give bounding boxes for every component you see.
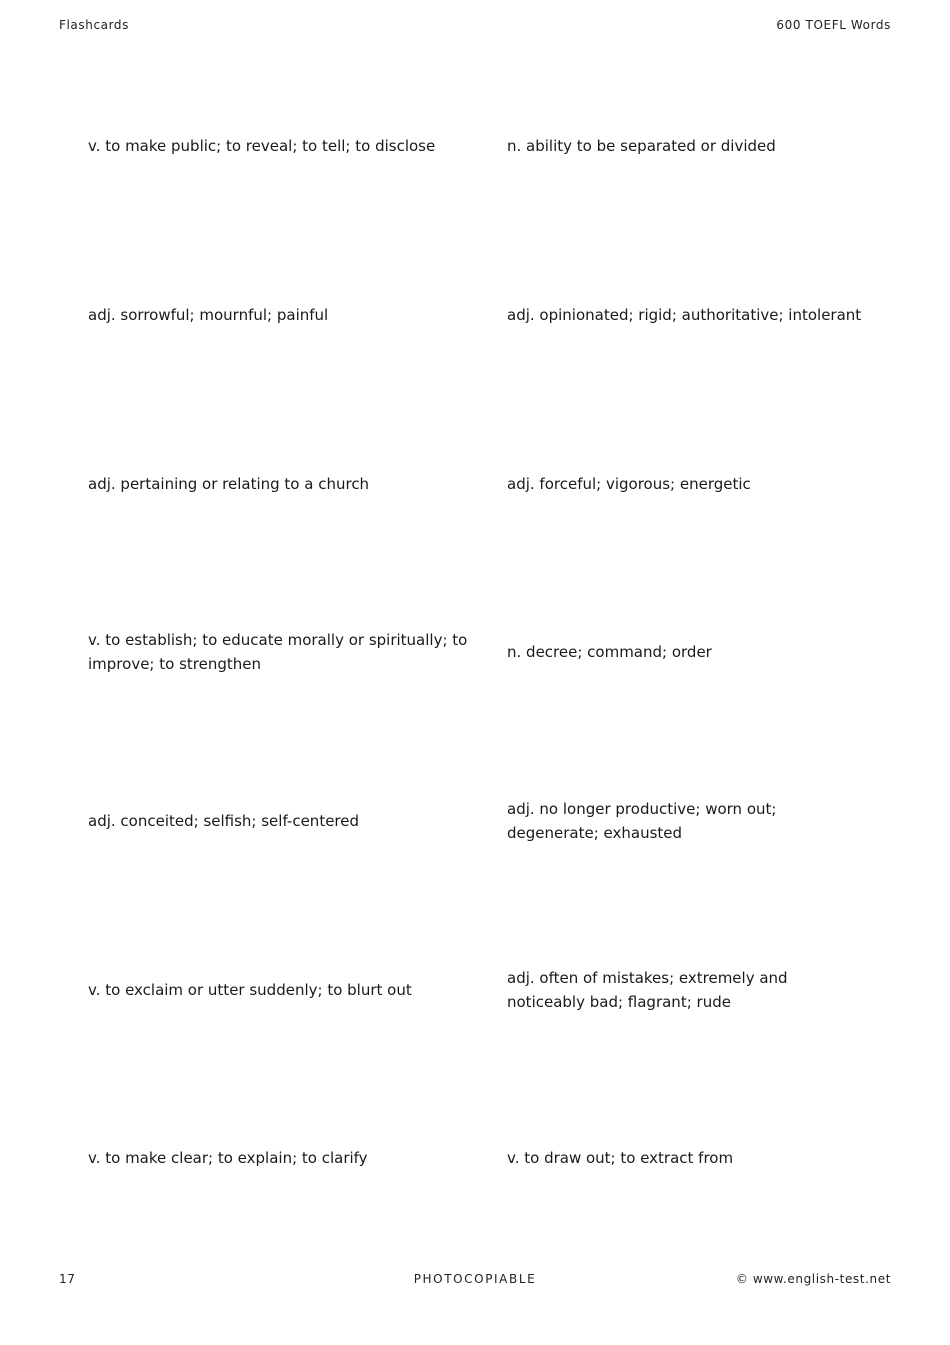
flashcard-definition: v. to exclaim or utter suddenly; to blurt out (88, 980, 412, 999)
page-number: 17 (59, 1272, 76, 1286)
flashcard-definition: n. ability to be separated or divided (507, 137, 776, 156)
flashcard-definition: adj. sorrowful; mournful; painful (88, 306, 329, 325)
flashcard-definition: adj. pertaining or relating to a church (88, 474, 370, 493)
flashcard-grid (88, 62, 888, 1243)
header-book-title: 600 TOEFL Words (776, 18, 891, 32)
flashcard-definition: v. to make clear; to explain; to clarify (88, 1149, 368, 1168)
flashcard-definition: n. decree; command; order (507, 643, 712, 662)
page-header (59, 18, 891, 36)
copyright-notice: © www.english-test.net (735, 1272, 891, 1286)
flashcard-definition: adj. opinionated; rigid; authoritative; intolerant (507, 306, 862, 325)
flashcard-definition: adj. conceited; selfish; self-centered (88, 812, 360, 831)
photocopiable-label: PHOTOCOPIABLE (413, 1272, 537, 1286)
flashcard-definition: v. to establish; to educate morally or spiritually; to improve; to strengthen (88, 631, 468, 674)
flashcard-definition: v. to make public; to reveal; to tell; to disclose (88, 137, 436, 156)
header-title: Flashcards (59, 18, 129, 32)
page-footer (59, 1272, 891, 1290)
flashcard-definition: v. to draw out; to extract from (507, 1149, 734, 1168)
flashcard-definition: adj. forceful; vigorous; energetic (507, 474, 751, 493)
flashcard-definition: adj. often of mistakes; extremely and noticeably bad; flagrant; rude (507, 968, 788, 1011)
flashcard-definition: adj. no longer productive; worn out; degenerate; exhausted (507, 800, 777, 843)
